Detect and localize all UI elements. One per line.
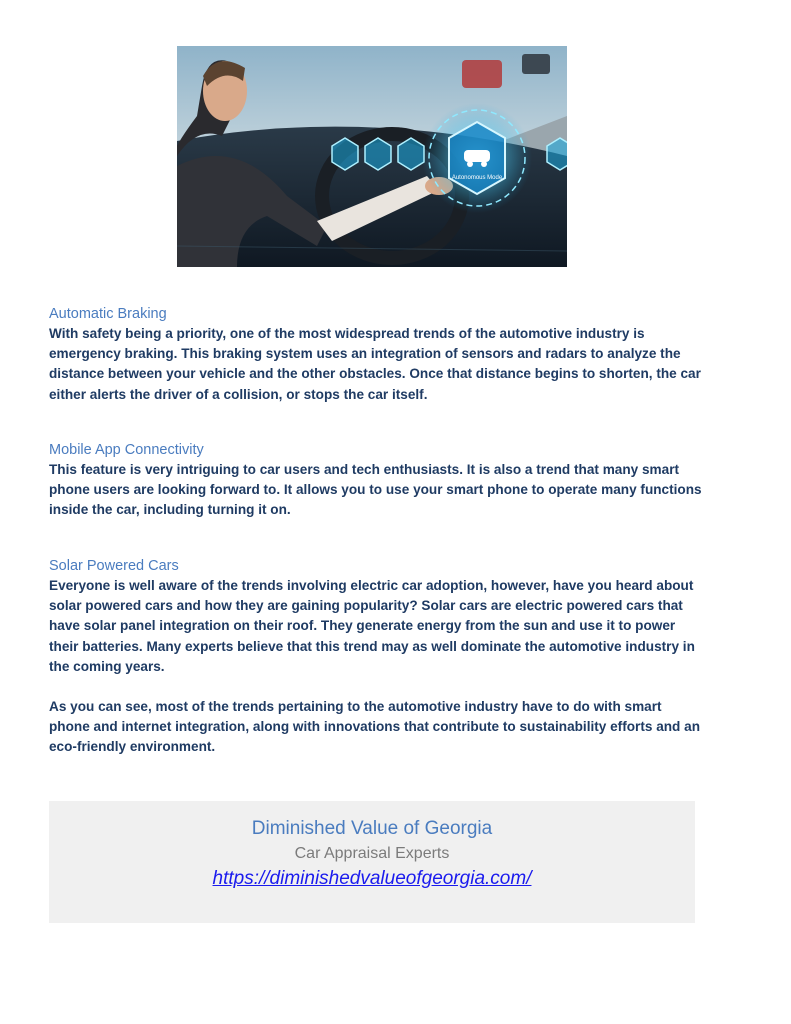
section-heading: Solar Powered Cars: [49, 558, 179, 574]
section-solar-powered-cars: [49, 556, 704, 677]
autonomous-car-illustration: [177, 46, 567, 267]
conclusion-text: As you can see, most of the trends pertaining to the automotive industry have to do with smart phone and internet integration, along with innovations that contribute to sustainability efforts and an eco-friendly environment.: [49, 699, 701, 755]
section-mobile-app-connectivity: [49, 440, 704, 521]
hero-image: [177, 46, 567, 267]
section-body: This feature is very intriguing to car users and tech enthusiasts. It is also a trend that many smart phone users are looking forward to. It allows you to use your smart phone to operate many functions inside the car, including turning it on.: [49, 462, 702, 518]
website-link[interactable]: https://diminishedvalueofgeorgia.com/: [212, 868, 532, 889]
section-body: Everyone is well aware of the trends involving electric car adoption, however, have you heard about solar powered cars and how they are gaining popularity? Solar cars are electric powered cars that have solar panel integration on their roof. They generate energy from the sun and use it to power their batteries. Many experts believe that this trend may as well dominate the automotive industry in the coming years.: [49, 578, 695, 674]
hud-label: Autonomous Mode: [451, 175, 503, 181]
conclusion-paragraph: [49, 697, 704, 758]
section-body: With safety being a priority, one of the most widespread trends of the automotive industry is emergency braking. This braking system uses an integration of sensors and radars to analyze the distance between your vehicle and the other obstacles. Once that distance begins to shorten, the car either alerts the driver of a collision, or stops the car itself.: [49, 326, 701, 402]
section-heading: Automatic Braking: [49, 306, 167, 322]
company-tagline: Car Appraisal Experts: [294, 845, 450, 862]
section-automatic-braking: [49, 304, 704, 405]
section-heading: Mobile App Connectivity: [49, 442, 204, 458]
company-name: Diminished Value of Georgia: [251, 818, 493, 839]
footer-box: [49, 801, 695, 923]
